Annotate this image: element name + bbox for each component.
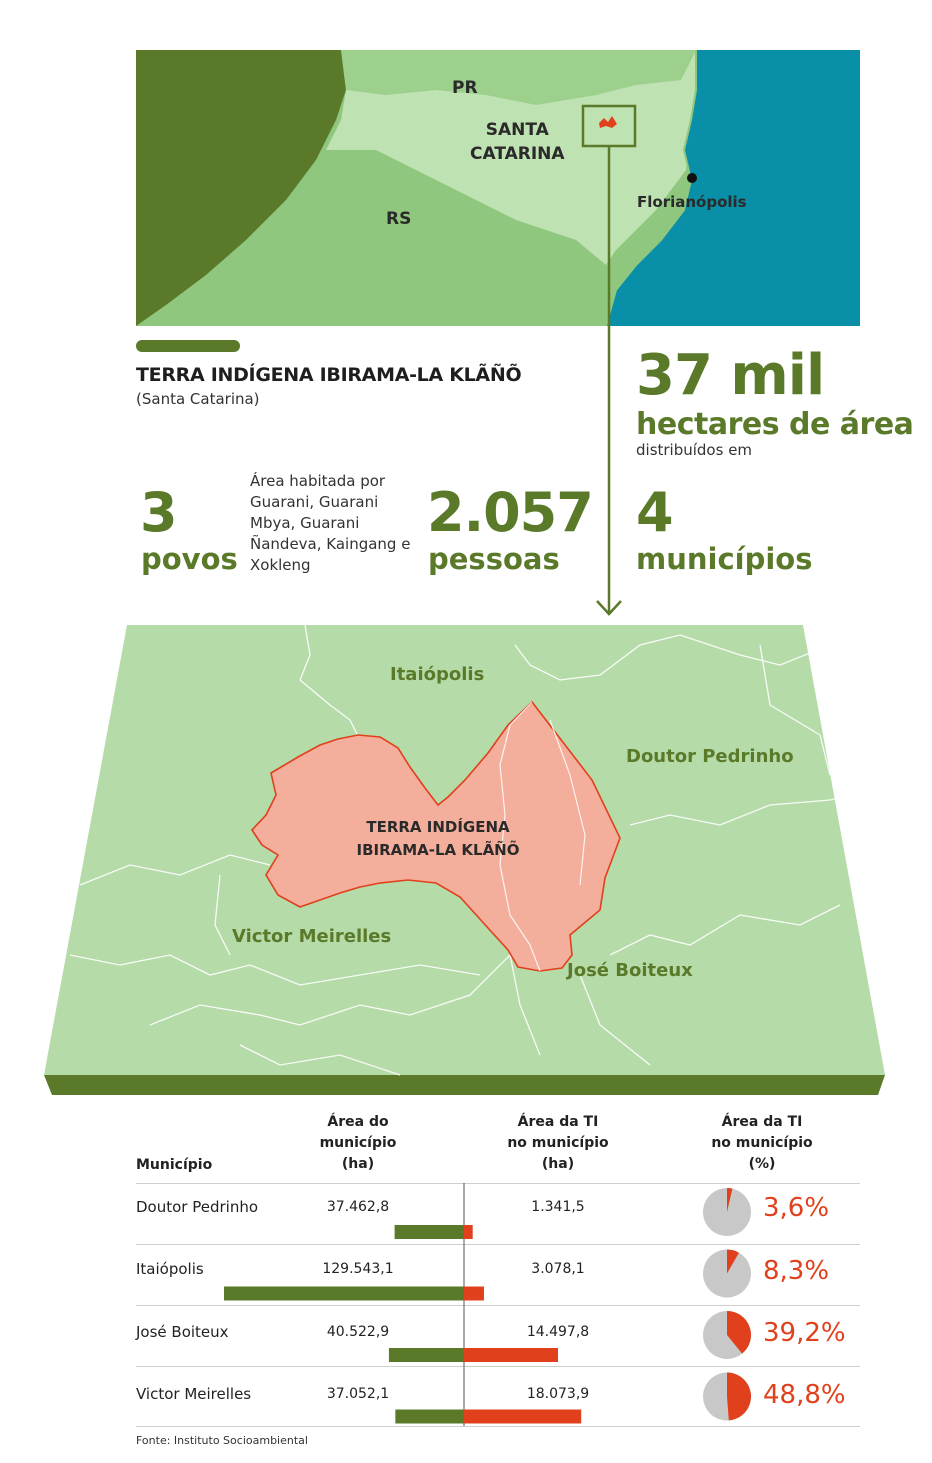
sc-line-1: SANTA <box>485 120 549 140</box>
header-line: (%) <box>748 1156 776 1172</box>
row-municipio: Itaiópolis <box>136 1260 204 1278</box>
ti-label-line-1: TERRA INDÍGENA <box>366 818 510 836</box>
row-area-ti: 14.497,8 <box>526 1324 590 1340</box>
state-label-pr: PR <box>452 78 478 98</box>
row-pct-label: 39,2% <box>763 1318 846 1348</box>
locator-map <box>136 50 860 326</box>
pie-column <box>700 1183 760 1426</box>
header-area-ti <box>493 1112 623 1175</box>
table-divider <box>136 1426 860 1427</box>
header-line: no município <box>711 1135 813 1151</box>
row-area-ti: 18.073,9 <box>526 1386 590 1402</box>
row-pct-label: 8,3% <box>763 1256 830 1286</box>
peoples-desc-line: Mbya, Guarani <box>250 514 360 532</box>
muni-label-itaiopolis: Itaiópolis <box>390 664 485 685</box>
header-line: (ha) <box>341 1156 375 1172</box>
state-label-rs: RS <box>386 209 412 229</box>
row-area-municipio: 37.052,1 <box>326 1386 390 1402</box>
page-title: TERRA INDÍGENA IBIRAMA-LA KLÃÑÕ <box>136 364 522 386</box>
row-municipio: Victor Meirelles <box>136 1385 252 1403</box>
muni-label-victor-meirelles: Victor Meirelles <box>232 926 392 947</box>
pie-slice-ti <box>727 1373 751 1421</box>
peoples-description <box>250 471 410 576</box>
row-area-municipio: 37.462,8 <box>326 1199 390 1215</box>
area-unit: hectares de área <box>636 407 914 442</box>
row-pct-label: 48,8% <box>763 1380 846 1410</box>
people-value: 2.057 <box>427 481 593 544</box>
header-line: no município <box>507 1135 609 1151</box>
bar-municipio-area <box>395 1410 464 1424</box>
row-area-ti: 3.078,1 <box>531 1261 585 1277</box>
row-pct-label: 3,6% <box>763 1193 830 1223</box>
row-municipio: Doutor Pedrinho <box>136 1198 259 1216</box>
capital-dot <box>687 173 697 183</box>
bar-ti-area <box>464 1410 581 1424</box>
header-line: Área do <box>327 1114 389 1130</box>
people-label: pessoas <box>428 542 560 576</box>
page-subtitle: (Santa Catarina) <box>136 390 260 408</box>
peoples-desc-line: Guarani, Guarani <box>250 493 379 511</box>
ti-label-line-2: IBIRAMA-LA KLÃÑÕ <box>356 841 520 859</box>
row-area-municipio: 129.543,1 <box>322 1261 394 1277</box>
title-accent-bar <box>136 340 240 352</box>
row-area-municipio: 40.522,9 <box>326 1324 390 1340</box>
bar-ti-area <box>464 1287 484 1301</box>
connector-arrow <box>595 146 625 618</box>
sc-line-2: CATARINA <box>470 144 565 164</box>
bar-municipio-area <box>389 1348 464 1362</box>
row-municipio: José Boiteux <box>136 1323 229 1341</box>
peoples-desc-line: Ñandeva, Kaingang e <box>250 535 411 553</box>
municipalities-value: 4 <box>636 481 674 544</box>
municipalities-label: municípios <box>636 542 813 576</box>
row-area-ti: 1.341,5 <box>531 1199 585 1215</box>
header-area-municipio <box>298 1112 418 1175</box>
header-municipio: Município <box>136 1157 213 1173</box>
muni-label-doutor-pedrinho: Doutor Pedrinho <box>626 746 794 767</box>
bar-ti-area <box>464 1348 558 1362</box>
peoples-label: povos <box>141 542 238 576</box>
area-note: distribuídos em <box>636 441 753 459</box>
peoples-desc-line: Área habitada por <box>250 472 386 490</box>
area-value: 37 mil <box>636 343 825 408</box>
bar-municipio-area <box>395 1225 464 1239</box>
bar-ti-area <box>464 1225 473 1239</box>
header-line: Área da TI <box>517 1114 599 1130</box>
state-label-sc <box>470 118 565 166</box>
source-note: Fonte: Instituto Socioambiental <box>136 1434 308 1447</box>
capital-label: Florianópolis <box>637 193 747 211</box>
bar-municipio-area <box>224 1287 464 1301</box>
ti-map-label <box>338 816 538 862</box>
header-line: Área da TI <box>721 1114 803 1130</box>
muni-label-jose-boiteux: José Boiteux <box>567 960 693 981</box>
header-area-ti-pct <box>697 1112 827 1175</box>
header-line: (ha) <box>541 1156 575 1172</box>
header-line: município <box>319 1135 397 1151</box>
peoples-value: 3 <box>140 481 178 544</box>
peoples-desc-line: Xokleng <box>250 556 311 574</box>
